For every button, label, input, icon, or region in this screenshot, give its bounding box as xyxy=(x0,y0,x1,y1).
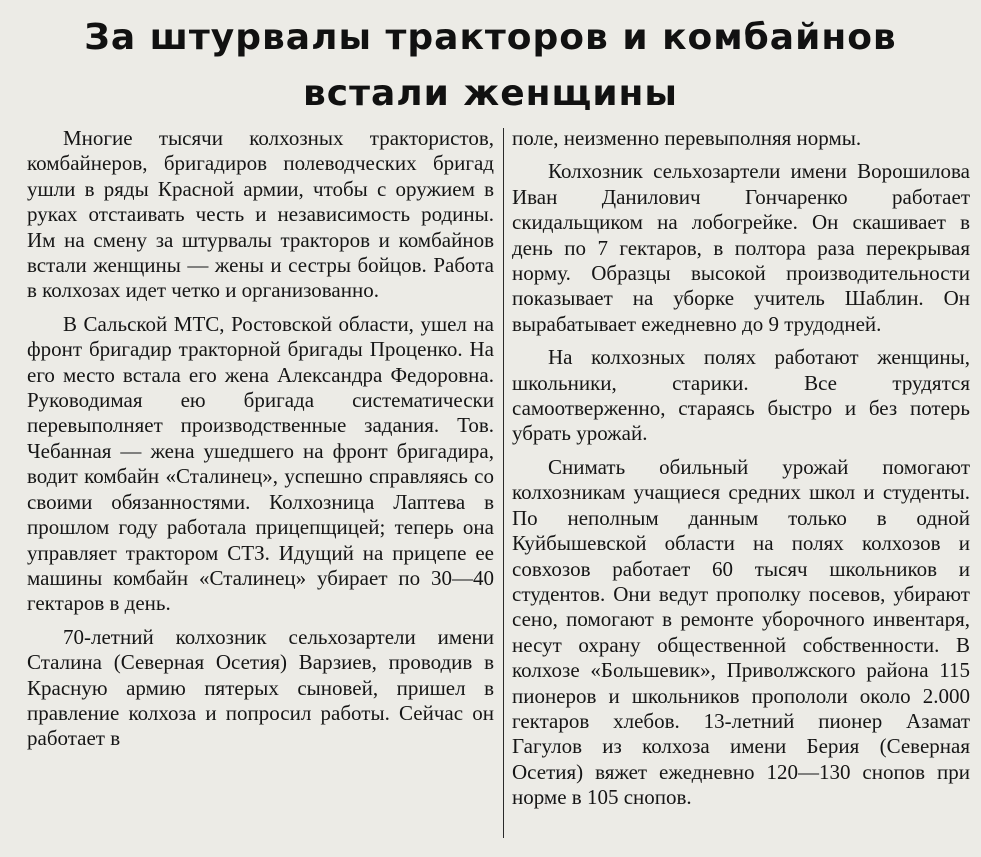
headline-line-2: встали женщины xyxy=(303,73,678,114)
article-headline xyxy=(0,10,981,122)
headline-line-1: За штурвалы тракторов и комбайнов xyxy=(84,17,897,58)
left-column xyxy=(27,126,494,760)
paragraph-varziev: 70-летний колхозник сельхозартели имени Сталина (Северная Осетия) Варзиев, проводив в Красную армию пятерых сыновей, пришел в правление колхоза и попросил работы. Сейчас он работает в xyxy=(27,624,494,751)
paragraph-students: Снимать обильный урожай помогают колхозникам учащиеся средних школ и студенты. По неполным данным только в одной Куйбышевской области на полях колхозов и совхозов работает 60 тысяч школьников и студентов. Они ведут прополку посевов, убирают сено, помогают в ремонте уборочного инвентаря, несут охрану общественной собственности. В колхозе «Большевик», Приволжского района 115 пионеров и школьников пропололи около 2.000 гектаров хлебов. 13-летний пионер Азамат Гагулов из колхоза имени Берия (Северная Осетия) вяжет ежедневно 120—130 снопов при норме в 105 снопов. xyxy=(512,454,970,810)
paragraph-fields: На колхозных полях работают женщины, школьники, старики. Все трудятся самоотверженно, стараясь быстро и без потерь убрать урожай. xyxy=(512,345,970,446)
right-column xyxy=(512,126,970,819)
paragraph-intro: Многие тысячи колхозных трактористов, комбайнеров, бригадиров полеводческих бригад ушли в ряды Красной армии, чтобы с оружием в руках отстаивать честь и независимость родины. Им на смену за штурвалы тракторов и комбайнов встали женщины — жены и сестры бойцов. Работа в колхозах идет четко и организованно. xyxy=(27,126,494,303)
paragraph-continuation: поле, неизменно перевыполняя нормы. xyxy=(512,126,862,150)
column-divider xyxy=(503,128,504,838)
paragraph-goncharenko: Колхозник сельхозартели имени Ворошилова Иван Данилович Гончаренко работает скидальщиком на лобогрейке. Он скашивает в день по 7 гектаров, в полтора раза перекрывая норму. Образцы высокой производительности показывает на уборке учитель Шаблин. Он вырабатывает ежедневно до 9 трудодней. xyxy=(512,159,970,336)
paragraph-salsk-mts: В Сальской МТС, Ростовской области, ушел на фронт бригадир тракторной бригады Проценко. На его место встала его жена Александра Федоровна. Руководимая ею бригада систематически перевыполняет производственные задания. Тов. Чебанная — жена ушедшего на фронт бригадира, водит комбайн «Сталинец», успешно справляясь со своими обязанностями. Колхозница Лаптева в прошлом году работала прицепщицей; теперь она управляет трактором СТЗ. Идущий на прицепе ее машины комбайн «Сталинец» убирает по 30—40 гектаров в день. xyxy=(27,311,494,616)
